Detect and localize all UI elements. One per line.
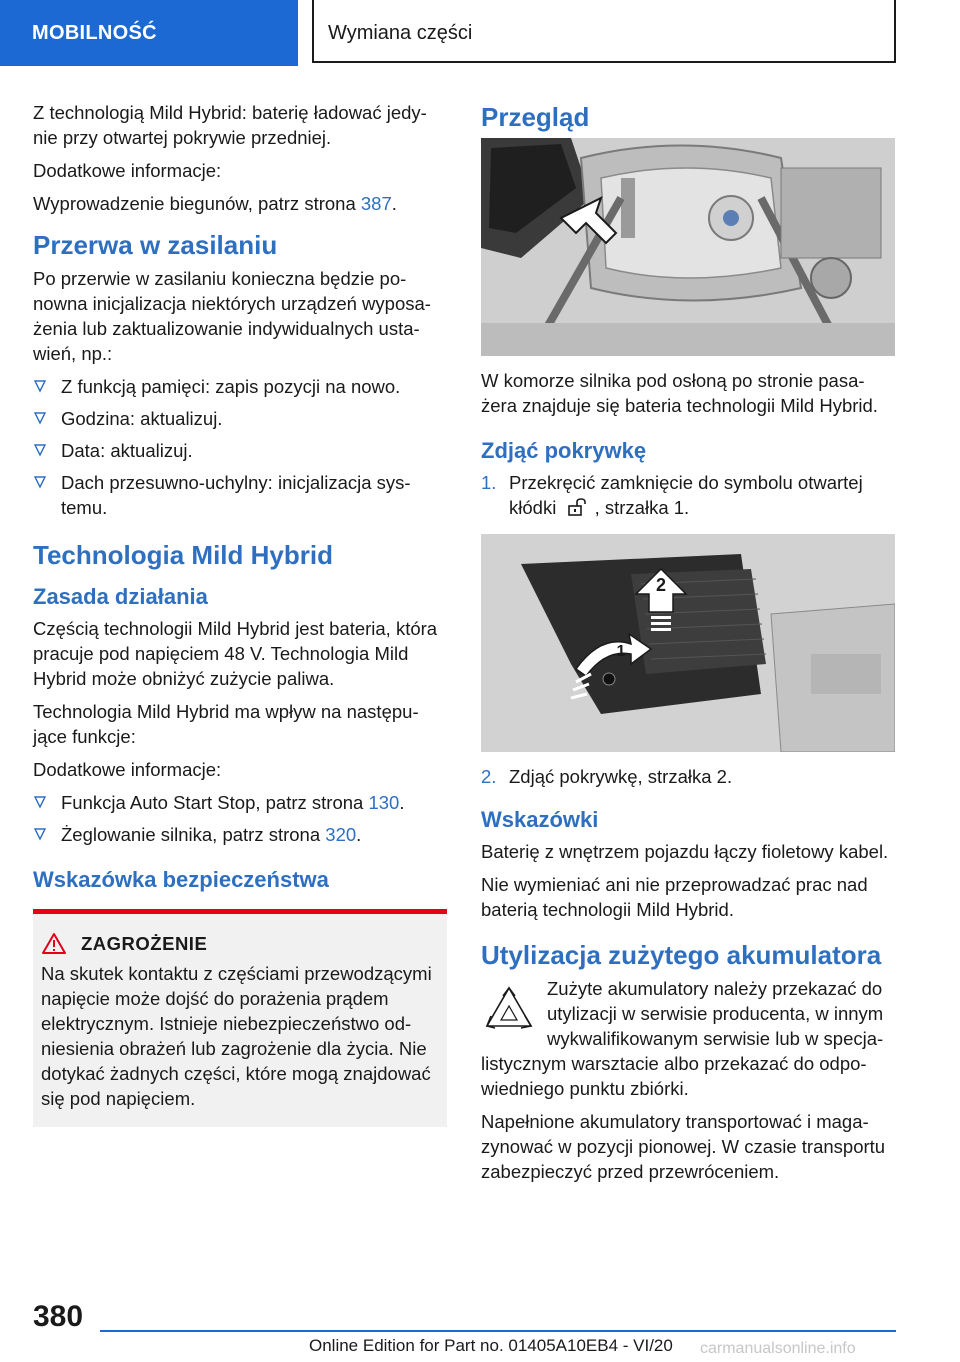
step-number: 2. <box>481 766 497 787</box>
warning-triangle-icon <box>41 932 67 955</box>
list-item <box>33 374 447 399</box>
paragraph-tips-1: Baterię z wnętrzem pojazdu łączy fioletowy kabel. <box>481 841 889 862</box>
cover-removal-illustration <box>481 534 895 752</box>
list-item: Funkcja Auto Start Stop, patrz strona 130. <box>33 790 447 815</box>
page-link-387[interactable]: 387 <box>360 193 392 214</box>
heading-principle: Zasada działania <box>33 584 208 609</box>
arrow-label-2: 2 <box>655 575 667 595</box>
page-link-320[interactable]: 320 <box>325 824 357 845</box>
triangle-bullet-icon <box>33 475 47 489</box>
danger-text: Na skutek kontaktu z częściami przewodzącymi napięcie może dojść do porażenia prądem elektrycznym. Istnieje niebezpieczeństwo od-niesienia obrażeń lub zagrożenie dla życia. Nie dotykać żadnych części, które mogą znajdować się pod napięciem. <box>41 963 432 1109</box>
functions-list <box>33 790 447 847</box>
danger-box <box>33 909 447 1127</box>
step-number: 1. <box>481 472 497 493</box>
engine-bay-image <box>481 138 895 356</box>
left-column <box>33 100 447 1127</box>
cover-removal-image <box>481 534 895 752</box>
footer-edition: Online Edition for Part no. 01405A10EB4 - VI/20 <box>309 1336 673 1355</box>
triangle-bullet-icon <box>33 379 47 393</box>
heading-disposal: Utylizacja zużytego akumulatora <box>481 940 882 970</box>
heading-power-interruption: Przerwa w zasilaniu <box>33 230 278 260</box>
list-item-text: Żeglowanie silnika, patrz strona <box>61 824 326 845</box>
paragraph-overview-caption: W komorze silnika pod osłoną po stronie pasa-żera znajduje się bateria technologii Mild Hybrid. <box>481 370 878 416</box>
page-number: 380 <box>33 1300 84 1333</box>
heading-overview: Przegląd <box>481 102 590 132</box>
footer-rule <box>100 1330 896 1332</box>
list-item-text: Funkcja Auto Start Stop, patrz strona <box>61 792 369 813</box>
arrow-label-1: 1 <box>616 643 626 660</box>
step-text: Zdjąć pokrywkę, strzałka 2. <box>509 766 733 787</box>
open-padlock-icon <box>567 498 589 516</box>
poles-text: Wyprowadzenie biegunów, patrz strona <box>33 193 361 214</box>
step-text-suffix: , strzałka 1. <box>589 497 690 518</box>
paragraph-principle-3: Dodatkowe informacje: <box>33 759 222 780</box>
list-item <box>481 470 895 520</box>
heading-tips: Wskazówki <box>481 807 599 832</box>
heading-safety: Wskazówka bezpieczeństwa <box>33 867 329 892</box>
list-item-text: Dach przesuwno-uchylny: inicjalizacja sys-temu. <box>61 472 411 518</box>
paragraph-principle-2: Technologia Mild Hybrid ma wpływ na następu-jące funkcje: <box>33 701 419 747</box>
heading-remove-cover: Zdjąć pokrywkę <box>481 438 647 463</box>
disposal-block <box>481 976 895 1101</box>
triangle-bullet-icon <box>33 411 47 425</box>
page-header <box>0 0 960 66</box>
section-tab: MOBILNOŚĆ <box>0 0 298 66</box>
watermark: carmanualsonline.info <box>700 1340 856 1357</box>
heading-mild-hybrid: Technologia Mild Hybrid <box>33 540 333 570</box>
paragraph-disposal-1: Zużyte akumulatory należy przekazać do utylizacji w serwisie producenta, w innym wykwalifikowanym serwisie lub w specja-listycznym warsztacie albo przekazać do odpo-wiedniego punktu zbiórki. <box>481 978 884 1099</box>
step-text: Przekręcić zamknięcie do symbolu otwartej kłódki <box>509 472 863 518</box>
triangle-bullet-icon <box>33 795 47 809</box>
paragraph-more-info: Dodatkowe informacje: <box>33 160 222 181</box>
paragraph-disposal-2: Napełnione akumulatory transportować i maga-zynować w pozycji pionowej. W czasie transportu zabezpieczyć przed przewróceniem. <box>481 1111 886 1182</box>
paragraph-power: Po przerwie w zasilaniu konieczna będzie po-nowna inicjalizacja niektórych urządzeń wyposa-żenia lub zaktualizowanie indywidualnych usta-wień, np.: <box>33 268 431 364</box>
steps-list-1 <box>481 470 895 520</box>
chapter-title: Wymiana części <box>312 0 896 63</box>
danger-header <box>41 932 439 955</box>
danger-title: ZAGROŻENIE <box>81 932 208 954</box>
list-item <box>33 438 447 463</box>
list-item-text: Data: aktualizuj. <box>61 440 193 461</box>
list-item-text: Godzina: aktualizuj. <box>61 408 223 429</box>
engine-bay-illustration <box>481 138 895 356</box>
page-link-130[interactable]: 130 <box>368 792 400 813</box>
paragraph-tips-2: Nie wymieniać ani nie przeprowadzać prac nad baterią technologii Mild Hybrid. <box>481 874 868 920</box>
list-item <box>481 764 895 789</box>
triangle-bullet-icon <box>33 827 47 841</box>
paragraph-charging: Z technologią Mild Hybrid: baterię ładować jedy-nie przy otwartej pokrywie przedniej. <box>33 102 427 148</box>
triangle-bullet-icon <box>33 443 47 457</box>
recycling-icon <box>481 982 537 1038</box>
list-item <box>33 470 447 520</box>
list-item: Żeglowanie silnika, patrz strona 320. <box>33 822 447 847</box>
steps-list-2 <box>481 764 895 789</box>
power-list <box>33 374 447 520</box>
right-column <box>481 100 895 1192</box>
list-item-text: Z funkcją pamięci: zapis pozycji na nowo. <box>61 376 401 397</box>
list-item <box>33 406 447 431</box>
paragraph-principle-1: Częścią technologii Mild Hybrid jest bateria, która pracuje pod napięciem 48 V. Technologia Mild Hybrid może obniżyć zużycie paliwa. <box>33 618 438 689</box>
paragraph-poles: Wyprowadzenie biegunów, patrz strona 387. <box>33 193 397 214</box>
